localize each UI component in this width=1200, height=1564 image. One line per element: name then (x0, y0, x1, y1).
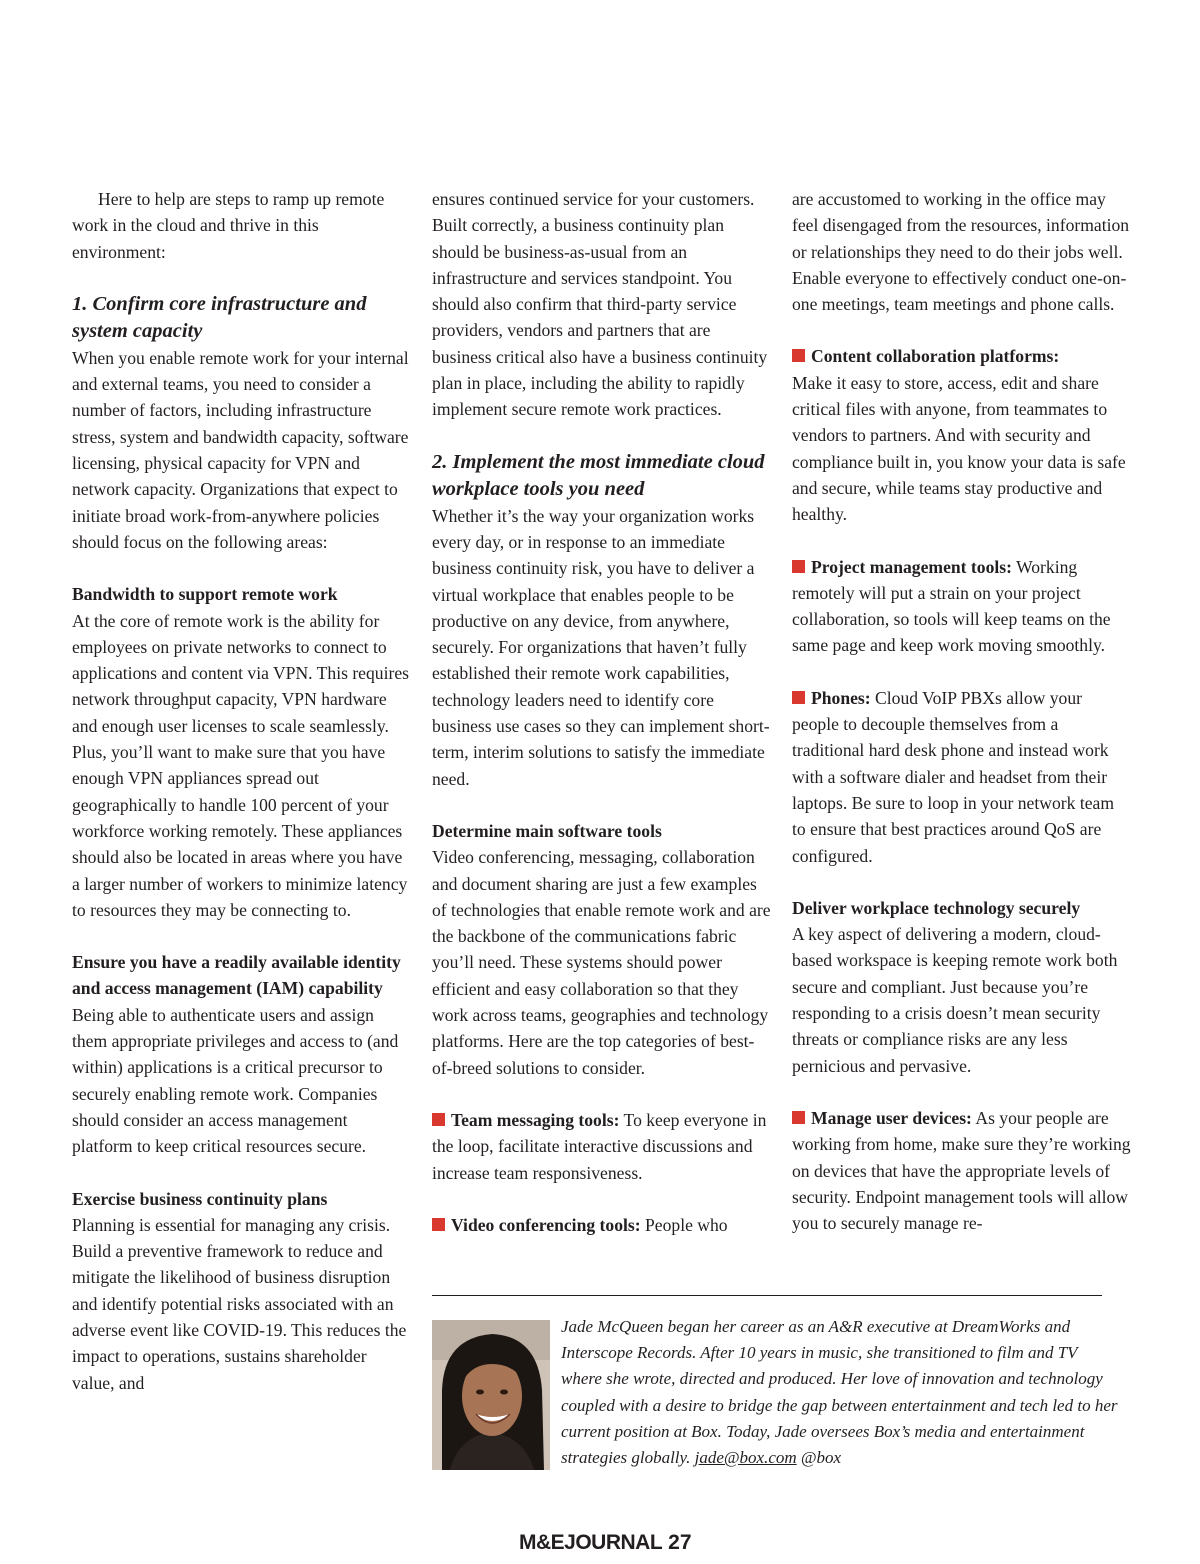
bullet-label: Project management tools: (811, 556, 1012, 577)
bullet-content-collaboration (792, 343, 1132, 527)
bullet-label: Team messaging tools: (451, 1109, 620, 1130)
bullet-manage-devices (792, 1105, 1132, 1236)
bio-divider (432, 1295, 1102, 1296)
body-paragraph: Being able to authenticate users and assign them appropriate privileges and access to (and within) applications is a critical precursor to securely enabling remote work. Companies should consider an access management platform to keep critical resources secure. (72, 1004, 399, 1157)
bullet-text: To keep everyone in the loop, facilitate interactive discussions and increase team responsiveness. (432, 1109, 767, 1183)
bullet-square-icon (792, 691, 805, 704)
bullet-label: Video conferencing tools: (451, 1214, 641, 1235)
bullet-project-management (792, 554, 1132, 659)
bullet-text: As your people are working from home, make sure they’re working on devices that have the appropriate levels of security. Endpoint management tools will allow you to securely manage re- (792, 1107, 1131, 1234)
subheading-continuity: Exercise business continuity plans (72, 1188, 328, 1209)
author-bio-text: began her career as an A&R executive at DreamWorks and Interscope Records. After 10 years in music, she transitioned to film and TV where she wrote, directed and produced. Her love of innovation and technology coupled with a desire to bridge the gap between entertainment and tech led to her current position at Box. Today, Jade oversees Box’s media and entertainment strategies globally. (561, 1317, 1118, 1468)
bullet-square-icon (432, 1218, 445, 1231)
bullet-label: Phones: (811, 687, 871, 708)
author-photo (432, 1320, 550, 1470)
bullet-video-conferencing (432, 1212, 772, 1238)
bullet-team-messaging (432, 1107, 772, 1186)
body-paragraph: When you enable remote work for your internal and external teams, you need to consider a number of factors, including infrastructure stress, system and bandwidth capacity, software licensing, physical capacity for VPN and network capacity. Organizations that expect to initiate broad work-from-anywhere policies should focus on the following areas: (72, 347, 409, 552)
body-paragraph: At the core of remote work is the ability for employees on private networks to connect to applications and content via VPN. This requires network throughput capacity, VPN hardware and enough user licenses to scale seamlessly. Plus, you’ll want to make sure that you have enough VPN appliances spread out geographically to handle 100 percent of your workforce working remotely. These appliances should also be located in areas where you have a larger number of workers to minimize latency to resources they may be connecting to. (72, 610, 409, 920)
subheading-iam: Ensure you have a readily available identity and access management (IAM) capability (72, 952, 401, 999)
journal-brand: M&EJOURNAL (519, 1531, 663, 1554)
body-paragraph: Planning is essential for managing any crisis. Build a preventive framework to reduce and mitigate the likelihood of business disruption and identify potential risks associated with an adverse event like COVID-19. This reduces the impact to operations, sustains shareholder value, and (72, 1214, 407, 1393)
subheading-software-tools: Determine main software tools (432, 820, 662, 841)
subheading-deliver-securely: Deliver workplace technology securely (792, 897, 1081, 918)
bullet-text: Cloud VoIP PBXs allow your people to decouple themselves from a traditional hard desk phone and instead work with a software dialer and headset from their laptops. Be sure to loop in your network team to ensure that best practices around QoS are configured. (792, 687, 1115, 866)
subheading-bandwidth: Bandwidth to support remote work (72, 584, 338, 605)
column-1 (72, 186, 412, 1396)
author-handle: @box (800, 1448, 842, 1468)
author-bio (561, 1314, 1121, 1471)
bullet-phones (792, 685, 1132, 869)
page-footer (519, 1531, 692, 1555)
bullet-text: Working remotely will put a strain on your project collaboration, so tools will keep teams on the same page and keep work moving smoothly. (792, 556, 1111, 656)
page-number: 27 (668, 1531, 692, 1554)
bullet-text: Make it easy to store, access, edit and share critical files with anyone, from teammates to vendors to partners. And with security and compliance built in, you know your data is safe and secure, while teams stay productive and healthy. (792, 372, 1126, 525)
intro-paragraph: Here to help are steps to ramp up remote work in the cloud and thrive in this environment: (72, 189, 385, 262)
body-paragraph: ensures continued service for your customers. Built correctly, a business continuity plan should be business-as-usual from an infrastructure and services standpoint. You should also confirm that third-party service providers, vendors and partners that are business critical also have a business continuity plan in place, including the ability to rapidly implement secure remote work practices. (432, 189, 768, 420)
author-name: Jade McQueen (561, 1317, 664, 1336)
author-email-link[interactable]: jade@box.com (694, 1448, 797, 1468)
bullet-square-icon (792, 349, 805, 362)
section-heading-2: 2. Implement the most immediate cloud workplace tools you need (432, 450, 765, 500)
author-portrait-icon (432, 1320, 550, 1470)
bullet-square-icon (792, 1111, 805, 1124)
bullet-label: Manage user devices: (811, 1107, 972, 1128)
column-2 (432, 186, 772, 1238)
bullet-square-icon (792, 560, 805, 573)
body-paragraph: are accustomed to working in the office may feel disengaged from the resources, information or relationships they need to do their jobs well. Enable everyone to effectively conduct one-on-one meetings, team meetings and phone calls. (792, 189, 1130, 315)
body-paragraph: Video conferencing, messaging, collaboration and document sharing are just a few examples of technologies that enable remote work and are the backbone of the communications fabric you’ll need. These systems should power efficient and easy collaboration so that they work across teams, geographies and technology platforms. Here are the top categories of best-of-breed solutions to consider. (432, 847, 771, 1078)
bullet-label: Content collaboration platforms: (811, 346, 1060, 367)
section-heading-1: 1. Confirm core infrastructure and system capacity (72, 292, 367, 342)
bullet-text: People who (645, 1214, 728, 1235)
body-paragraph: Whether it’s the way your organization works every day, or in response to an immediate business continuity risk, you have to deliver a virtual workplace that enables people to be productive on any device, from anywhere, securely. For organizations that haven’t fully established their remote work capabilities, technology leaders need to identify core business use cases so they can implement short-term, interim solutions to satisfy the immediate need. (432, 505, 770, 789)
bullet-square-icon (432, 1113, 445, 1126)
column-3 (792, 186, 1132, 1236)
body-paragraph: A key aspect of delivering a modern, cloud-based workspace is keeping remote work both secure and compliant. Just because you’re responding to a crisis doesn’t mean security threats or compliance risks are any less pernicious and pervasive. (792, 924, 1118, 1076)
